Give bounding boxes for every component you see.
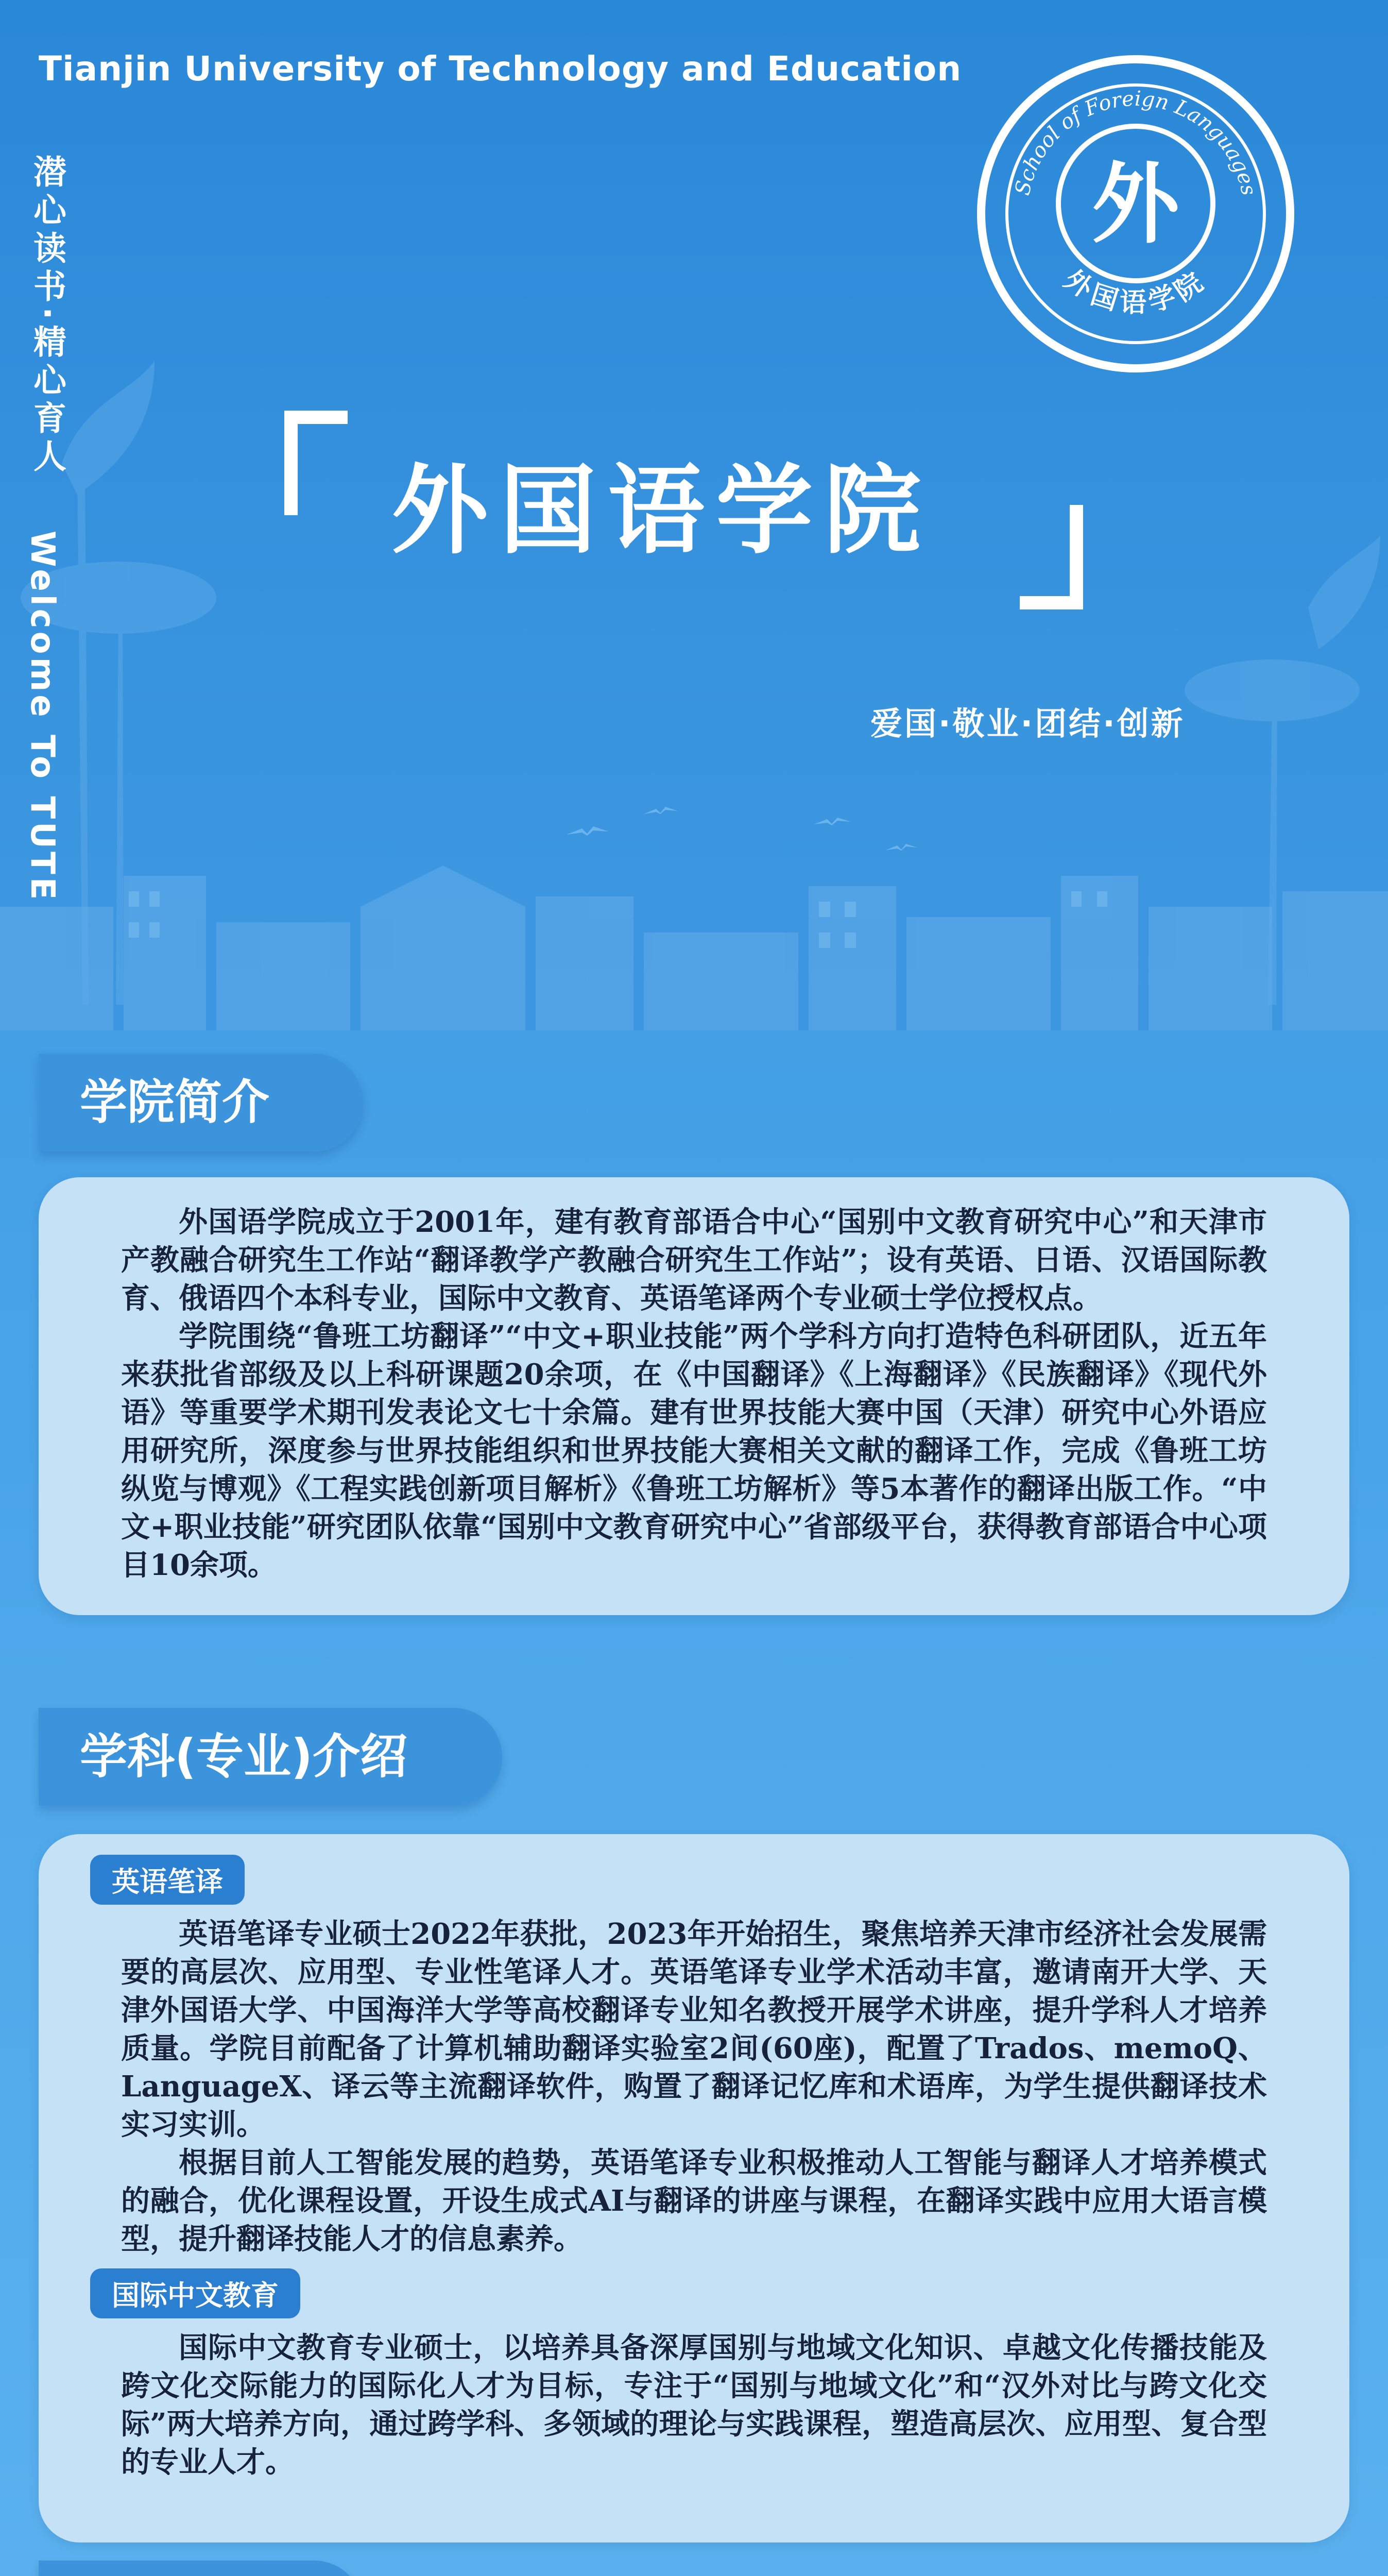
page-title: 外国语学院 [391, 454, 932, 567]
section-heading-majors: 学科(专业)介绍 [39, 1708, 502, 1806]
majors-card [39, 1834, 1349, 2543]
college-slogan: 爱国·敬业·团结·创新 [870, 705, 1185, 742]
section-heading-intro: 学院简介 [39, 1054, 363, 1151]
school-logo [971, 49, 1300, 379]
intro-card [39, 1177, 1349, 1615]
hero-banner [0, 0, 1388, 1030]
logo-arc-en: School of Foreign Languages [1010, 87, 1261, 198]
university-name: Tianjin University of Technology and Education [39, 49, 962, 89]
vertical-welcome: Welcome To TUTE [23, 531, 61, 903]
vertical-motto: 潜心读书·精心育人 [28, 155, 66, 478]
intro-paragraph: 外国语学院成立于2001年，建有教育部语合中心“国别中文教育研究中心”和天津市产教融合研究生工作站“翻译教学产教融合研究生工作站”；设有英语、日语、汉语国际教育、俄语四个本科专业，国际中文教育、英语笔译两个专业硕士学位授权点。 [121, 1205, 1267, 1315]
intro-paragraph: 学院围绕“鲁班工坊翻译”“中文+职业技能”两个学科方向打造特色科研团队，近五年来获批省部级及以上科研课题20余项，在《中国翻译》《上海翻译》《民族翻译》《现代外语》等重要学术期刊发表论文七十余篇。建有世界技能大赛中国（天津）研究中心外语应用研究所，深度参与世界技能组织和世界技能大赛相关文献的翻译工作，完成《鲁班工坊纵览与博观》《工程实践创新项目解析》《鲁班工坊解析》等5本著作的翻译出版工作。“中文+职业技能”研究团队依靠“国别中文教育研究中心”省部级平台，获得教育部语合中心项目10余项。 [121, 1319, 1267, 1582]
section-heading-faculty [39, 2561, 363, 2576]
svg-text:外国语学院 [1058, 264, 1212, 318]
english-paragraph: 根据目前人工智能发展的趋势，英语笔译专业积极推动人工智能与翻译人才培养模式的融合，优化课程设置，开设生成式AI与翻译的讲座与课程，在翻译实践中应用大语言模型，提升翻译技能人才的信息素养。 [121, 2146, 1267, 2256]
logo-center-char: 外 [1091, 154, 1180, 256]
english-paragraph: 英语笔译专业硕士2022年获批，2023年开始招生，聚焦培养天津市经济社会发展需要的高层次、应用型、专业性笔译人才。英语笔译专业学术活动丰富，邀请南开大学、天津外国语大学、中国海洋大学等高校翻译专业知名教授开展学术讲座，提升学科人才培养质量。学院目前配备了计算机辅助翻译实验室2间(60座)，配置了Trados、memoQ、LanguageX、译云等主流翻译软件，购置了翻译记忆库和术语库，为学生提供翻译技术实习实训。 [121, 1917, 1267, 2142]
intl-chinese-education-label: 国际中文教育 [90, 2268, 300, 2318]
chinese-paragraph: 国际中文教育专业硕士，以培养具备深厚国别与地域文化知识、卓越文化传播技能及跨文化交际能力的国际化人才为目标，专注于“国别与地域文化”和“汉外对比与跨文化交际”两大培养方向，通过跨学科、多领域的理论与实践课程，塑造高层次、应用型、复合型的专业人才。 [121, 2331, 1267, 2479]
english-translation-label: 英语笔译 [90, 1855, 245, 1905]
logo-arc-cn: 外国语学院 [1058, 264, 1213, 318]
